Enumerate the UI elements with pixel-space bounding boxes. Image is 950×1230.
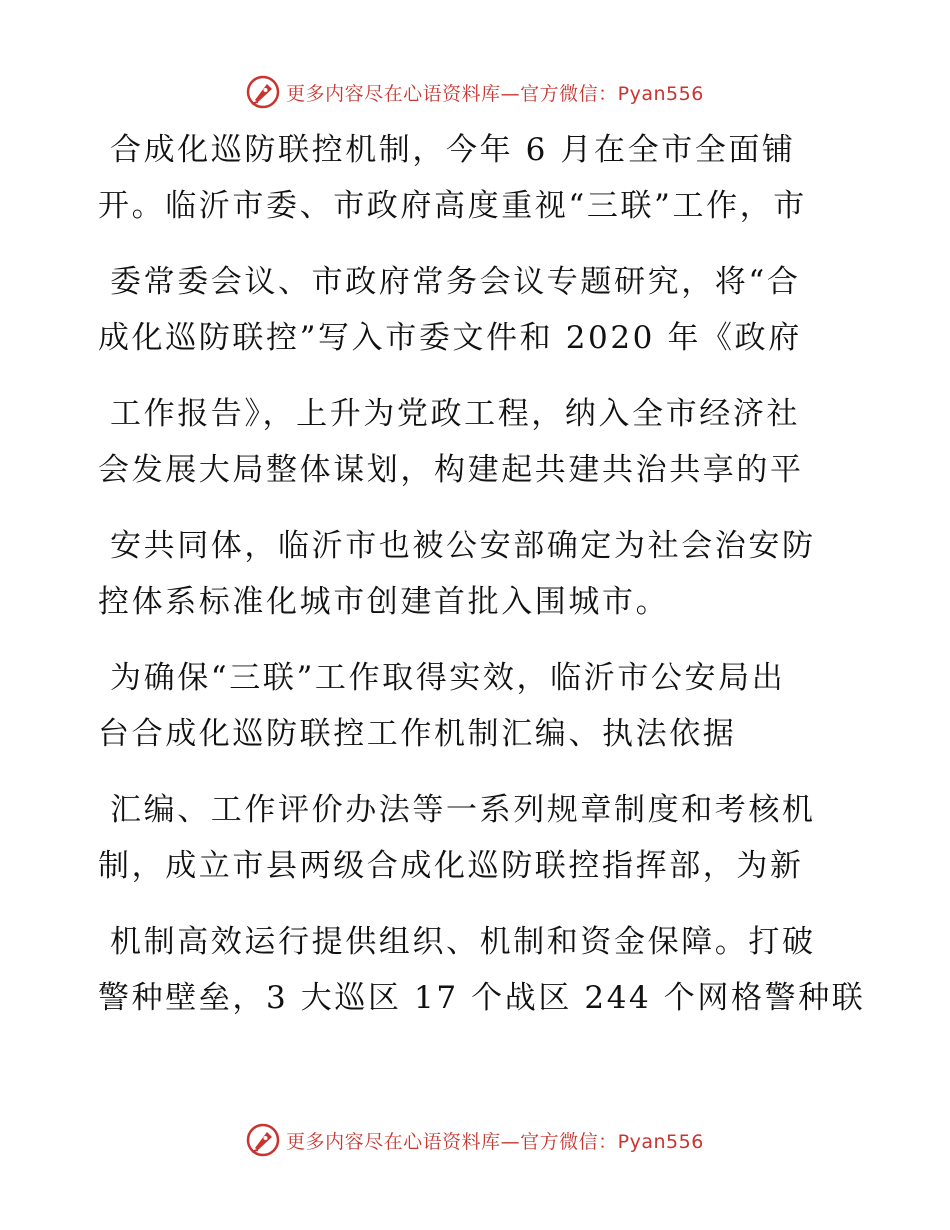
body-line-11: 汇编、工作评价办法等一系列规章制度和考核机: [110, 792, 816, 828]
footer-banner: [0, 1120, 950, 1160]
body-line-12: 制，成立市县两级合成化巡防联控指挥部，为新: [98, 848, 804, 884]
body-line-8: 控体系标准化城市创建首批入围城市。: [98, 584, 670, 620]
body-line-6: 会发展大局整体谋划，构建起共建共治共享的平: [98, 452, 804, 488]
body-line-9: 为确保“三联”工作取得实效，临沂市公安局出: [110, 660, 786, 696]
body-line-3: 委常委会议、市政府常务会议专题研究，将“合: [110, 264, 801, 300]
footer-banner-content: [246, 1123, 704, 1157]
header-banner-text: 更多内容尽在心语资料库—官方微信：Pyan556: [286, 82, 704, 105]
footer-banner-text: 更多内容尽在心语资料库—官方微信：Pyan556: [286, 1130, 704, 1153]
body-line-2: 开。临沂市委、市政府高度重视“三联”工作，市: [98, 188, 807, 224]
body-line-10: 台合成化巡防联控工作机制汇编、执法依据: [98, 716, 737, 752]
body-line-7: 安共同体，临沂市也被公安部确定为社会治安防: [110, 528, 816, 564]
body-line-5: 工作报告》，上升为党政工程，纳入全市经济社: [110, 396, 801, 432]
pen-nib-logo-icon: [246, 1123, 280, 1157]
body-line-1: 合成化巡防联控机制，今年 6 月在全市全面铺: [110, 132, 796, 168]
body-line-13: 机制高效运行提供组织、机制和资金保障。打破: [110, 924, 816, 960]
body-line-4: 成化巡防联控”写入市委文件和 2020 年《政府: [98, 320, 802, 356]
body-line-14: 警种壁垒，3 大巡区 17 个战区 244 个网格警种联: [98, 980, 866, 1016]
